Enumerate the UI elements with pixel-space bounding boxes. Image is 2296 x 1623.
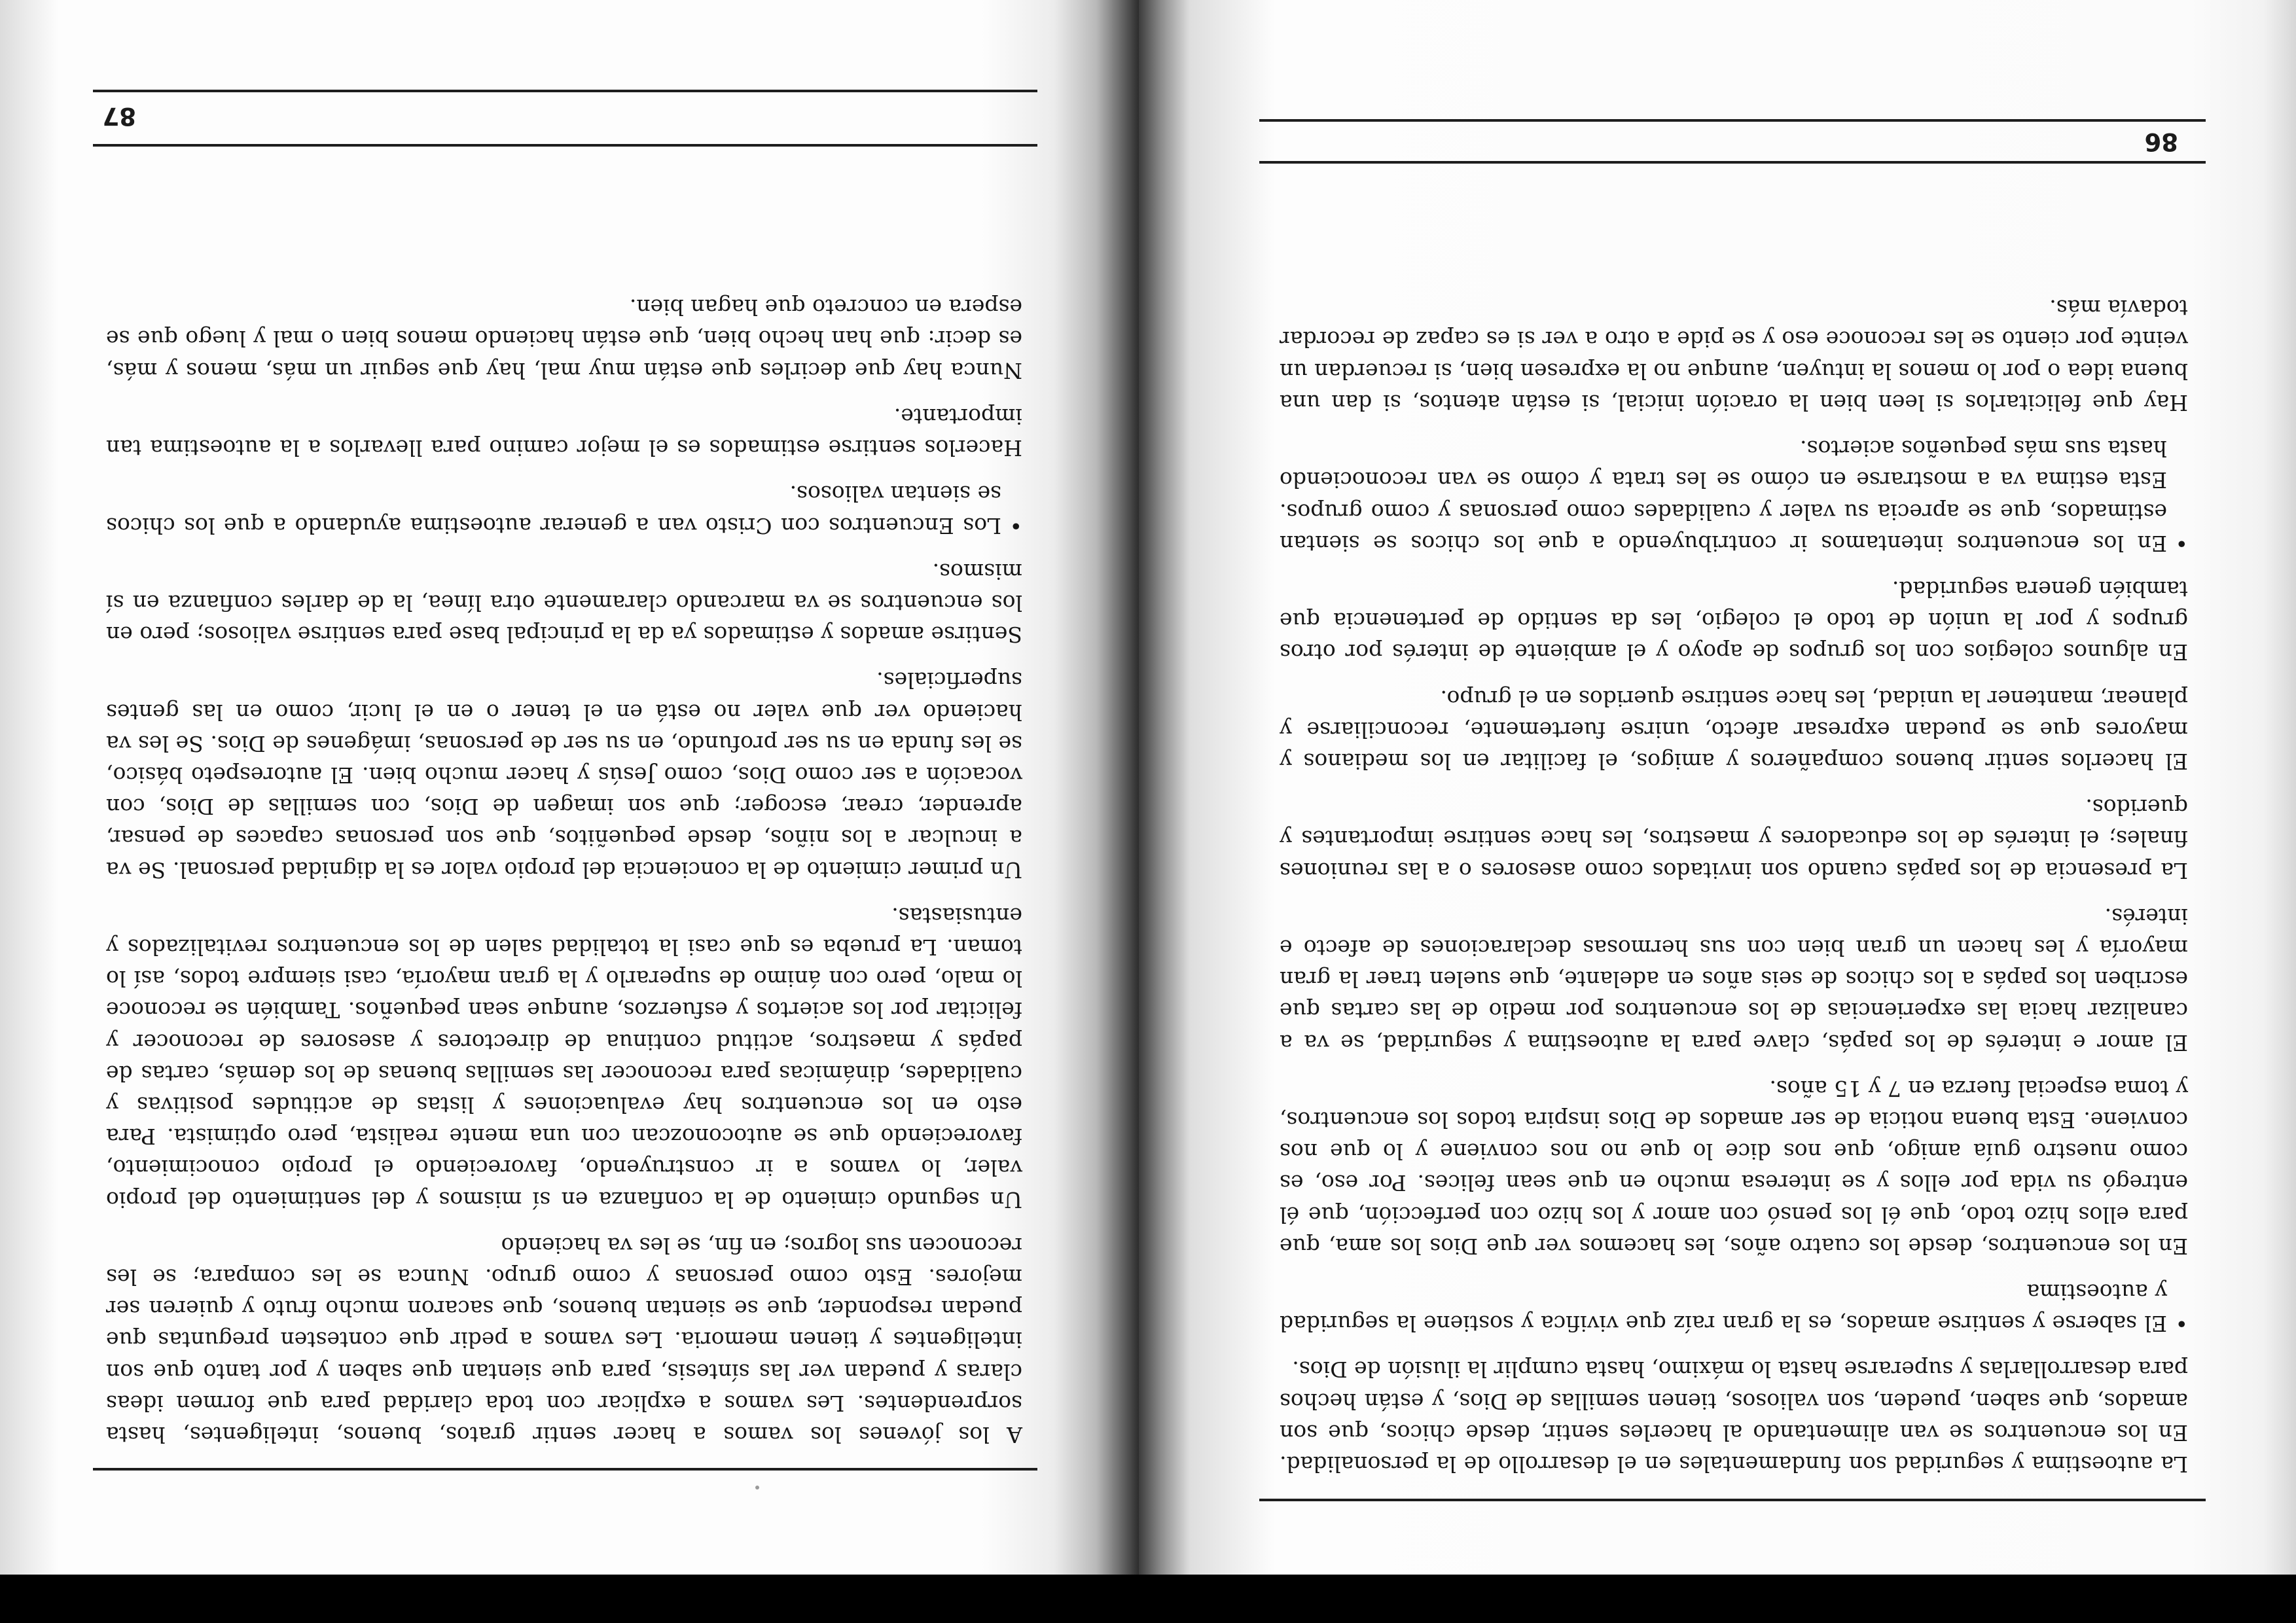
page-number: 87 xyxy=(102,102,136,130)
bullet-icon: • xyxy=(2175,530,2188,556)
paragraph: Un segundo cimiento de la confianza en sí mismos y del sentimiento del propio valer, lo vamos a ir construyendo, favoreciendo el propio conocimiento, favoreciendo que se autoconozcan con una mente realista, pero optimista. Para esto en los encuentros hay evaluaciones y listas de actitudes positivas y cualidades, dinámicas para reconocer las semillas buenas de los demás, cartas de papás y maestros, actitud continua de directores y asesores de reconocer y felicitar por los aciertos y esfuerzos, aunque sean pequeños. También se reconoce lo malo, pero con ánimo de superarlo y la gran mayoría, casi siempre todos, así lo toman. La prueba es que casi la totalidad salen de los encuentros revitalizados y entusiastas. xyxy=(106,902,1022,1213)
bullet-item xyxy=(1280,1276,2188,1339)
bullet-icon: • xyxy=(2175,1311,2188,1337)
top-rule xyxy=(1259,1499,2206,1501)
footer-rule xyxy=(93,144,1037,147)
bullet-item xyxy=(1280,433,2188,559)
paragraph: Un primer cimiento de la conciencia del propio valor es la dignidad personal. Se va a inculcar a los niños, desde pequeñitos, que son personas capaces de pensar, aprender, crear, escoger; que son imagen de Dios, con semillas de Dios, con vocación a ser como Dios, como Jesús y hacer mucho bien. El autorespeto básico, se les funda en su ser profundo, en su ser de personas, imágenes de Dios. Se les va haciendo ver que valer no está en el tener o en el lucir, como en las gentes superficiales. xyxy=(106,668,1022,883)
bullet-text: En los encuentros intentamos ir contribuyendo a que los chicos se sientan estimados, que se aprecia su valer y cualidades como personas y como grupos. Esta estima va a mostrarse en cómo se les trata y cómo se van reconociendo hasta sus más pequeños aciertos. xyxy=(1280,436,2167,556)
paragraph: Hay que felicitarlos si leen bien la oración inicial, si están atentos, si dan una buena idea o por lo menos la intuyen, aunque no la expresen bien, si recuerdan un veinte por ciento se les reconoce eso y se pide a otro a ver si es capaz de recordar todavía más. xyxy=(1280,295,2188,416)
bullet-icon: • xyxy=(1009,512,1022,539)
bullet-text: El saberse y sentirse amados, es la gran raíz que vivifica y sostiene la seguridad y autoestima xyxy=(1280,1279,2167,1337)
paragraph: En los encuentros, desde los cuatro años, les hacemos ver que Dios los ama, que para ellos hizo todo, que él los pensó con amor y los hizo con perfección, que él entregó su vida por ellos y se interesa mucho en que sean felices. Por eso, es como nuestro guía amigo, que nos dice lo que no nos conviene y lo que nos conviene. Esta buena noticia de ser amados de Dios inspira todos los encuentros, y toma especial fuerza en 7 y 15 años. xyxy=(1280,1075,2188,1259)
paragraph: La presencia de los papás cuando son invitados como asesores o a las reuniones finales; el interés de los educadores y maestros, les hace sentirse importantes y queridos. xyxy=(1280,794,2188,883)
bottom-rule xyxy=(1259,119,2206,122)
page-number: 86 xyxy=(2144,128,2178,156)
paragraph: En algunos colegios con los grupos de apoyo y el ambiente de interés por otros grupos y por la unión de todo el colegio, les da sentido de pertenencia que también genera seguridad. xyxy=(1280,576,2188,666)
footer-rule xyxy=(1259,161,2206,164)
paragraph: A los jóvenes los vamos a hacer sentir gratos, buenos, inteligentes, hasta sorprendentes. Les vamos a explicar con toda claridad para que formen ideas claras y puedan ver las síntesis, para que sientan que saben y por tanto que son inteligentes y tienen memoria. Les vamos a pedir que contesten preguntas que puedan responder, que se sientan buenos, que sacaron mucho fruto y quieren ser mejores. Esto como personas y como grupo. Nunca se les compara; se les reconocen sus logros; en fin, se les va haciendo xyxy=(106,1232,1022,1448)
bottom-rule xyxy=(93,90,1037,92)
paragraph: Hacerlos sentirse estimados es el mejor camino para llevarlos a la autoestima tan importante. xyxy=(106,403,1022,461)
paragraph: El amor e interés de los papás, clave para la autoestima y seguridad, se va a canalizar hacia las experiencias de los encuentros por medio de las cartas que escriben los papás a los chicos de seis años en adelante, que suelen traer la gran mayoría y les hacen un gran bien con sus hermosas declaraciones de afecto e interés. xyxy=(1280,903,2188,1056)
paragraph: Nunca hay que decirles que están muy mal, hay que seguir un más, menos y más, es decir: que han hecho bien, que están haciendo menos bien o mal y luego que se espera en concreto que hagan bien. xyxy=(106,294,1022,383)
bullet-text: Los Encuentros con Cristo van a generar autoestima ayudando a que los chicos se sientan valiosos. xyxy=(106,481,1001,539)
bullet-item xyxy=(106,478,1022,541)
paragraph: Sentirse amados y estimados ya da la principal base para sentirse valiosos; pero en los encuentros se va marcando claramente otra línea, la de darles confianza en sí mismos. xyxy=(106,558,1022,648)
scanner-edge xyxy=(0,1575,2296,1623)
paragraph: La autoestima y seguridad son fundamentales en el desarrollo de la personalidad. En los encuentros se van alimentando al hacerles sentir, desde chicos, que son amados, que saben, pueden, son valiosos, tienen semillas de Dios, y están hechos para desarrollarlas y superarse hasta lo máximo, hasta cumplir la ilusión de Dios. xyxy=(1280,1357,2188,1477)
page-left xyxy=(1139,0,2296,1575)
right-page-text xyxy=(106,277,1022,1450)
left-page-text xyxy=(1280,277,2188,1480)
top-rule xyxy=(93,1468,1037,1471)
page-right xyxy=(0,0,1139,1575)
paragraph: El hacerlos sentir buenos compañeros y amigos, el facilitar en los medianos y mayores que se puedan expresar afecto, unirse fuertemente, reconciliarse y planear, mantener la unidad, les hace sentirse queridos en el grupo. xyxy=(1280,685,2188,774)
scan-dust-mark xyxy=(755,1486,759,1489)
